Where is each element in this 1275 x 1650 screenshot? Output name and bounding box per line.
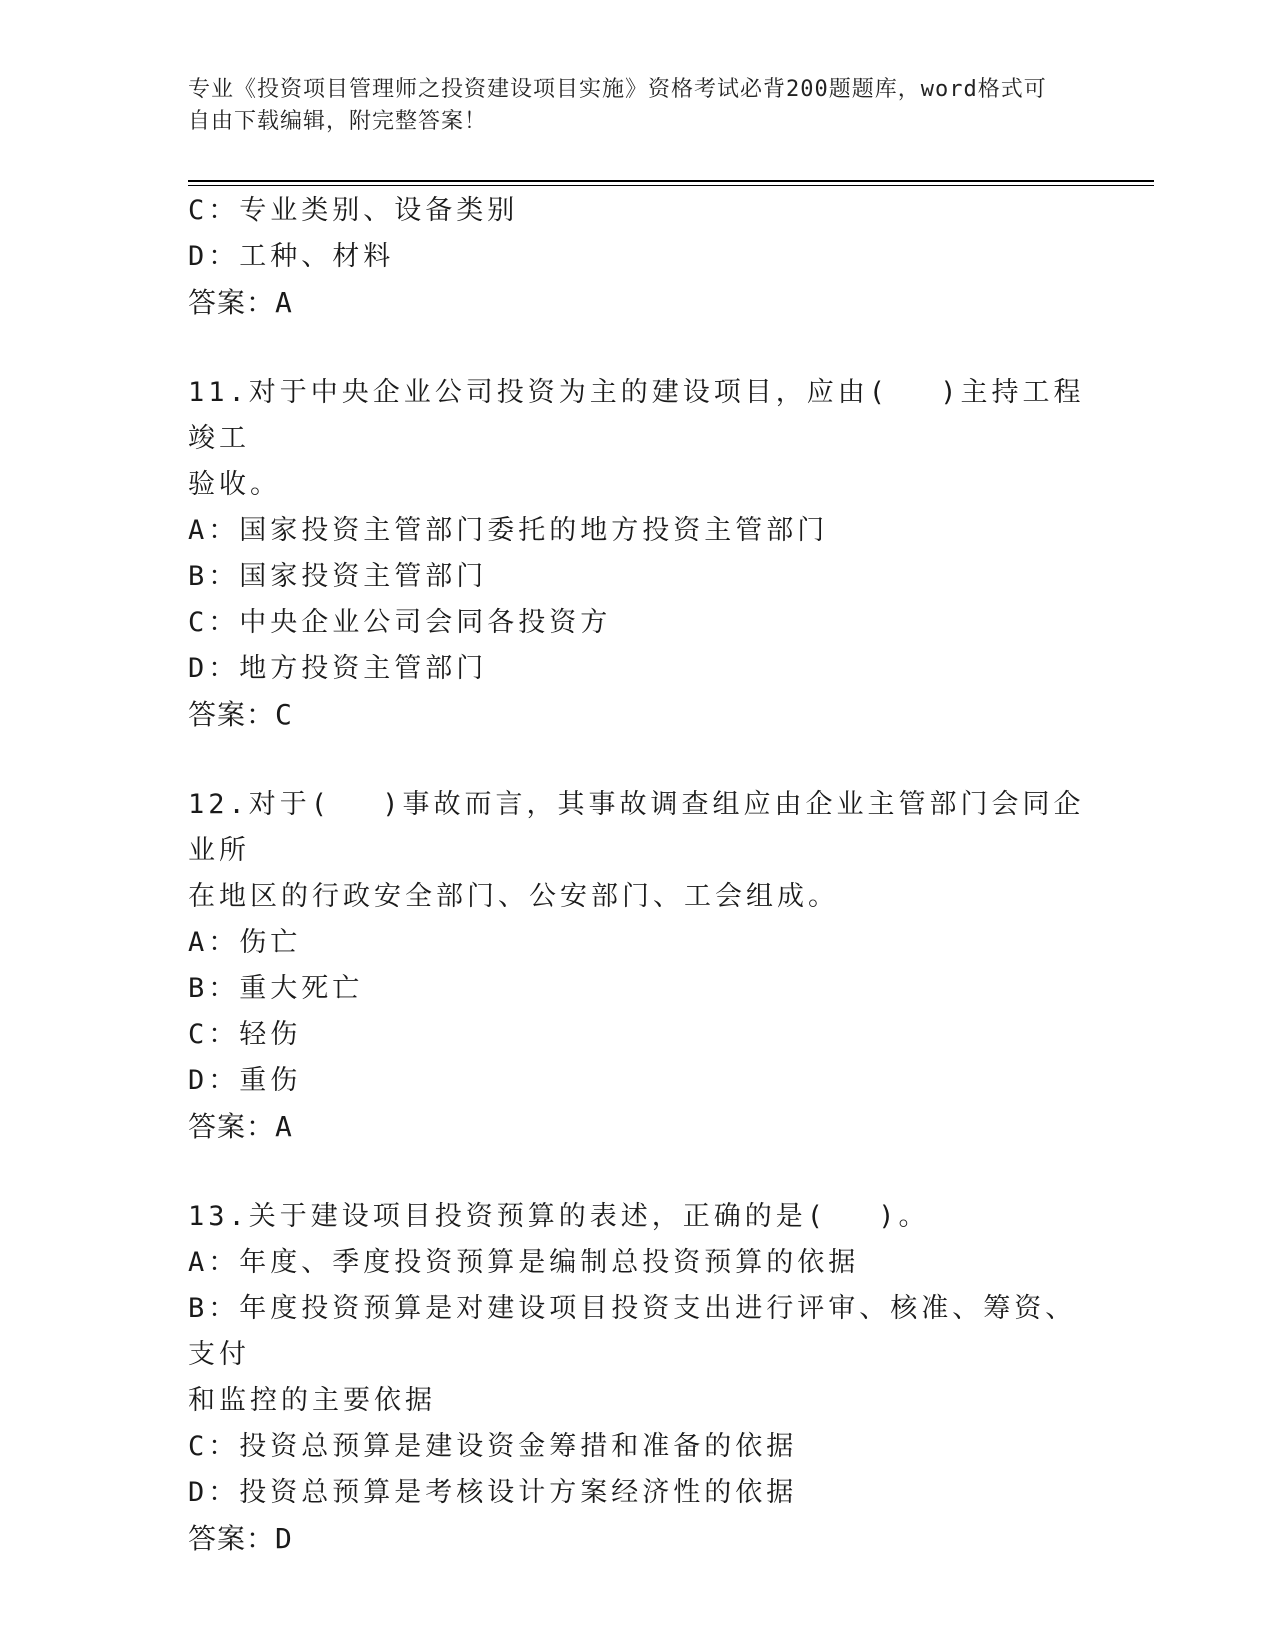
option-d: D：重伤 [188,1065,302,1096]
question-block-12 [188,782,1088,1150]
option-d: D：地方投资主管部门 [188,653,488,684]
answer-label: 答案： [188,286,276,319]
question-stem: 13.关于建设项目投资预算的表述，正确的是( )。 [188,1201,930,1232]
option-c: C：投资总预算是建设资金筹措和准备的依据 [188,1431,798,1462]
option-b: B：重大死亡 [188,973,364,1004]
answer-label: 答案： [188,1110,276,1143]
answer-value: A [275,1110,293,1143]
question-block-13 [188,1194,1088,1562]
answer-value: A [275,286,293,319]
answer-line [188,692,1088,738]
option-b: B：国家投资主管部门 [188,561,488,592]
answer-label: 答案： [188,698,276,731]
header-divider-thin [188,185,1154,186]
option-d: D：投资总预算是考核设计方案经济性的依据 [188,1477,798,1508]
answer-line [188,1104,1088,1150]
spacer [188,1150,1088,1194]
answer-value: C [275,698,293,731]
option-c: C：中央企业公司会同各投资方 [188,607,612,638]
prev-question-block [188,188,1088,326]
answer-label: 答案： [188,1522,276,1555]
option-b-continued: 和监控的主要依据 [188,1385,436,1416]
option-a: A：年度、季度投资预算是编制总投资预算的依据 [188,1247,860,1278]
option-c: C：专业类别、设备类别 [188,195,519,226]
option-b: B：年度投资预算是对建设项目投资支出进行评审、核准、筹资、支付 [188,1293,1077,1370]
question-stem: 12.对于( )事故而言，其事故调查组应由企业主管部门会同企业所 [188,789,1085,866]
option-a: A：国家投资主管部门委托的地方投资主管部门 [188,515,829,546]
spacer [188,326,1088,370]
option-d: D：工种、材料 [188,241,395,272]
question-content [188,188,1088,1562]
page-header [188,74,1068,138]
document-title: 专业《投资项目管理师之投资建设项目实施》资格考试必背200题题库，word格式可自由下载编辑，附完整答案！ [188,77,1047,134]
question-stem: 11.对于中央企业公司投资为主的建设项目，应由( )主持工程竣工 [188,377,1085,454]
answer-value: D [275,1522,293,1555]
header-divider-thick [188,180,1154,182]
answer-line [188,280,1088,326]
option-a: A：伤亡 [188,927,302,958]
question-stem-continued: 在地区的行政安全部门、公安部门、工会组成。 [188,881,839,912]
spacer [188,738,1088,782]
option-c: C：轻伤 [188,1019,302,1050]
question-block-11 [188,370,1088,738]
question-stem-continued: 验收。 [188,469,281,500]
answer-line [188,1516,1088,1562]
